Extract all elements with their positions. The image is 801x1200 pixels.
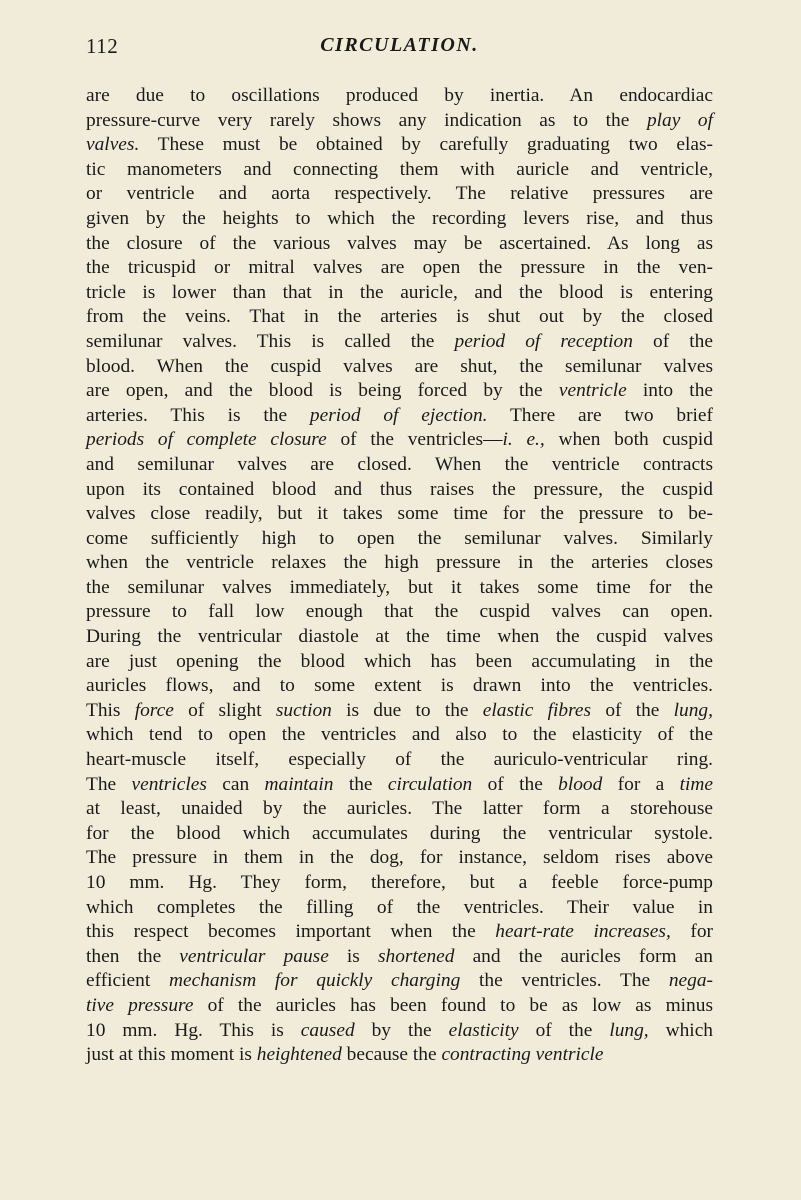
- text-line: [86, 945, 713, 970]
- italic-text: heightened: [256, 1044, 342, 1066]
- text-line: [86, 699, 713, 724]
- text-line: [86, 84, 713, 109]
- italic-text: periods of complete closure: [86, 429, 327, 451]
- text-run: given by the heights to which the recording levers rise, and thus: [86, 207, 713, 229]
- italic-text: time: [679, 773, 713, 795]
- text-run: auricles flows, and to some extent is drawn into the ventricles.: [86, 675, 713, 697]
- italic-text: period of reception: [454, 330, 633, 352]
- text-run: then the: [86, 945, 180, 967]
- text-run: for the blood which accumulates during the ventricular systole.: [86, 822, 713, 844]
- text-run: arteries. This is the: [86, 404, 310, 426]
- text-line: [86, 305, 713, 330]
- text-line: [86, 281, 713, 306]
- text-line: [86, 404, 713, 429]
- text-run: this respect becomes important when the: [86, 921, 496, 943]
- text-run: when the ventricle relaxes the high pressure in the arteries closes: [86, 552, 713, 574]
- text-run: or ventricle and aorta respectively. The relative pressures are: [86, 183, 713, 205]
- text-line: [86, 748, 713, 773]
- text-line: [86, 1019, 713, 1044]
- text-run: tricle is lower than that in the auricle, and the blood is entering: [86, 281, 713, 303]
- text-run: is: [328, 945, 378, 967]
- running-head: [86, 34, 713, 64]
- text-run: is due to the: [331, 699, 483, 721]
- text-run: and semilunar valves are closed. When the ventricle contracts: [86, 453, 713, 475]
- text-run: the: [333, 773, 388, 795]
- italic-text: mechanism for quickly charging: [168, 970, 461, 992]
- text-line: [86, 453, 713, 478]
- text-line: [86, 896, 713, 921]
- text-line: [86, 600, 713, 625]
- italic-text: caused: [300, 1019, 355, 1041]
- text-run: because the: [341, 1044, 442, 1066]
- text-run: valves close readily, but it takes some time for the pressure to be-: [86, 503, 713, 525]
- text-line: [86, 478, 713, 503]
- text-line: [86, 330, 713, 355]
- text-line: [86, 650, 713, 675]
- text-run: upon its contained blood and thus raises the pressure, the cuspid: [86, 478, 713, 500]
- text-line: [86, 576, 713, 601]
- text-line: [86, 773, 713, 798]
- italic-text: contracting ventricle: [441, 1044, 604, 1066]
- text-run: which: [648, 1019, 713, 1041]
- italic-text: lung,: [609, 1019, 649, 1041]
- text-run: pressure to fall low enough that the cuspid valves can open.: [86, 601, 713, 623]
- italic-text: valves.: [86, 134, 140, 156]
- italic-text: circulation: [387, 773, 473, 795]
- text-run: the semilunar valves immediately, but it takes some time for the: [86, 576, 713, 598]
- text-run: of slight: [173, 699, 276, 721]
- text-run: of the: [518, 1019, 610, 1041]
- text-run: from the veins. That in the arteries is shut out by the closed: [86, 306, 713, 328]
- text-run: come sufficiently high to open the semilunar valves. Similarly: [86, 527, 713, 549]
- text-line: [86, 527, 713, 552]
- text-run: efficient: [86, 970, 169, 992]
- italic-text: tive pressure: [86, 994, 194, 1016]
- italic-text: elastic fibres: [482, 699, 592, 721]
- text-line: [86, 723, 713, 748]
- text-run: blood. When the cuspid valves are shut, the semilunar valves: [86, 355, 713, 377]
- text-run: into the: [626, 380, 713, 402]
- text-run: The: [86, 773, 132, 795]
- text-run: of the auricles has been found to be as low as minus: [193, 994, 713, 1016]
- text-run: 10 mm. Hg. This is: [86, 1019, 301, 1041]
- text-run: the ventricles. The: [460, 970, 669, 992]
- text-run: semilunar valves. This is called the: [86, 330, 455, 352]
- text-line: [86, 158, 713, 183]
- text-run: for a: [602, 773, 680, 795]
- text-line: [86, 379, 713, 404]
- text-run: when both cuspid: [544, 429, 713, 451]
- text-line: [86, 797, 713, 822]
- text-run: which tend to open the ventricles and also to the elasticity of the: [86, 724, 713, 746]
- text-run: can: [206, 773, 265, 795]
- text-run: at least, unaided by the auricles. The latter form a storehouse: [86, 798, 713, 820]
- text-run: are open, and the blood is being forced by the: [86, 380, 559, 402]
- text-run: heart-muscle itself, especially of the auriculo-ventricular ring.: [86, 749, 713, 771]
- italic-text: i. e.,: [502, 429, 545, 451]
- text-run: just at this moment is: [86, 1044, 257, 1066]
- italic-text: force: [134, 699, 174, 721]
- text-line: [86, 355, 713, 380]
- page-number: 112: [86, 34, 119, 58]
- text-line: [86, 428, 713, 453]
- text-run: of the ventricles—: [326, 429, 503, 451]
- text-run: These must be obtained by carefully graduating two elas-: [139, 134, 713, 156]
- italic-text: ventricular pause: [179, 945, 329, 967]
- italic-text: play of: [646, 109, 713, 131]
- italic-text: shortened: [377, 945, 455, 967]
- italic-text: ventricle: [558, 380, 627, 402]
- italic-text: suction: [275, 699, 332, 721]
- text-line: [86, 625, 713, 650]
- text-run: The pressure in them in the dog, for instance, seldom rises above: [86, 847, 713, 869]
- italic-text: elasticity: [448, 1019, 519, 1041]
- text-line: [86, 969, 713, 994]
- text-run: of the: [472, 773, 559, 795]
- running-title: CIRCULATION.: [320, 34, 479, 56]
- text-run: which completes the filling of the ventricles. Their value in: [86, 896, 713, 918]
- text-run: the tricuspid or mitral valves are open the pressure in the ven-: [86, 257, 713, 279]
- text-line: [86, 994, 713, 1019]
- italic-text: heart-rate increases,: [495, 921, 671, 943]
- text-run: by the: [354, 1019, 449, 1041]
- text-run: 10 mm. Hg. They form, therefore, but a feeble force-pump: [86, 872, 713, 893]
- text-run: are just opening the blood which has been accumulating in the: [86, 650, 713, 672]
- text-line: [86, 133, 713, 158]
- text-run: the closure of the various valves may be ascertained. As long as: [86, 232, 713, 254]
- text-run: There are two brief: [487, 404, 713, 426]
- text-line: [86, 207, 713, 232]
- text-run: of the: [591, 699, 674, 721]
- text-line: [86, 182, 713, 207]
- text-run: for: [670, 921, 713, 943]
- text-run: During the ventricular diastole at the time when the cuspid valves: [86, 626, 713, 648]
- text-run: are due to oscillations produced by inertia. An endocardiac: [86, 85, 713, 106]
- text-line: [86, 232, 713, 257]
- text-line: [86, 109, 713, 134]
- italic-text: nega-: [668, 970, 713, 992]
- text-line: [86, 1043, 713, 1068]
- text-line: [86, 871, 713, 896]
- text-line: [86, 551, 713, 576]
- text-line: [86, 256, 713, 281]
- italic-text: lung,: [673, 699, 713, 721]
- text-run: pressure-curve very rarely shows any indication as to the: [86, 109, 647, 131]
- text-run: of the: [632, 330, 713, 352]
- italic-text: maintain: [264, 773, 334, 795]
- italic-text: ventricles: [131, 773, 207, 795]
- text-run: This: [86, 699, 135, 721]
- body-text: [86, 84, 713, 1068]
- text-line: [86, 822, 713, 847]
- italic-text: period of ejection.: [309, 404, 488, 426]
- text-line: [86, 920, 713, 945]
- text-run: tic manometers and connecting them with auricle and ventricle,: [86, 158, 713, 180]
- text-line: [86, 846, 713, 871]
- italic-text: blood: [558, 773, 603, 795]
- text-line: [86, 502, 713, 527]
- text-line: [86, 674, 713, 699]
- text-run: and the auricles form an: [454, 945, 713, 967]
